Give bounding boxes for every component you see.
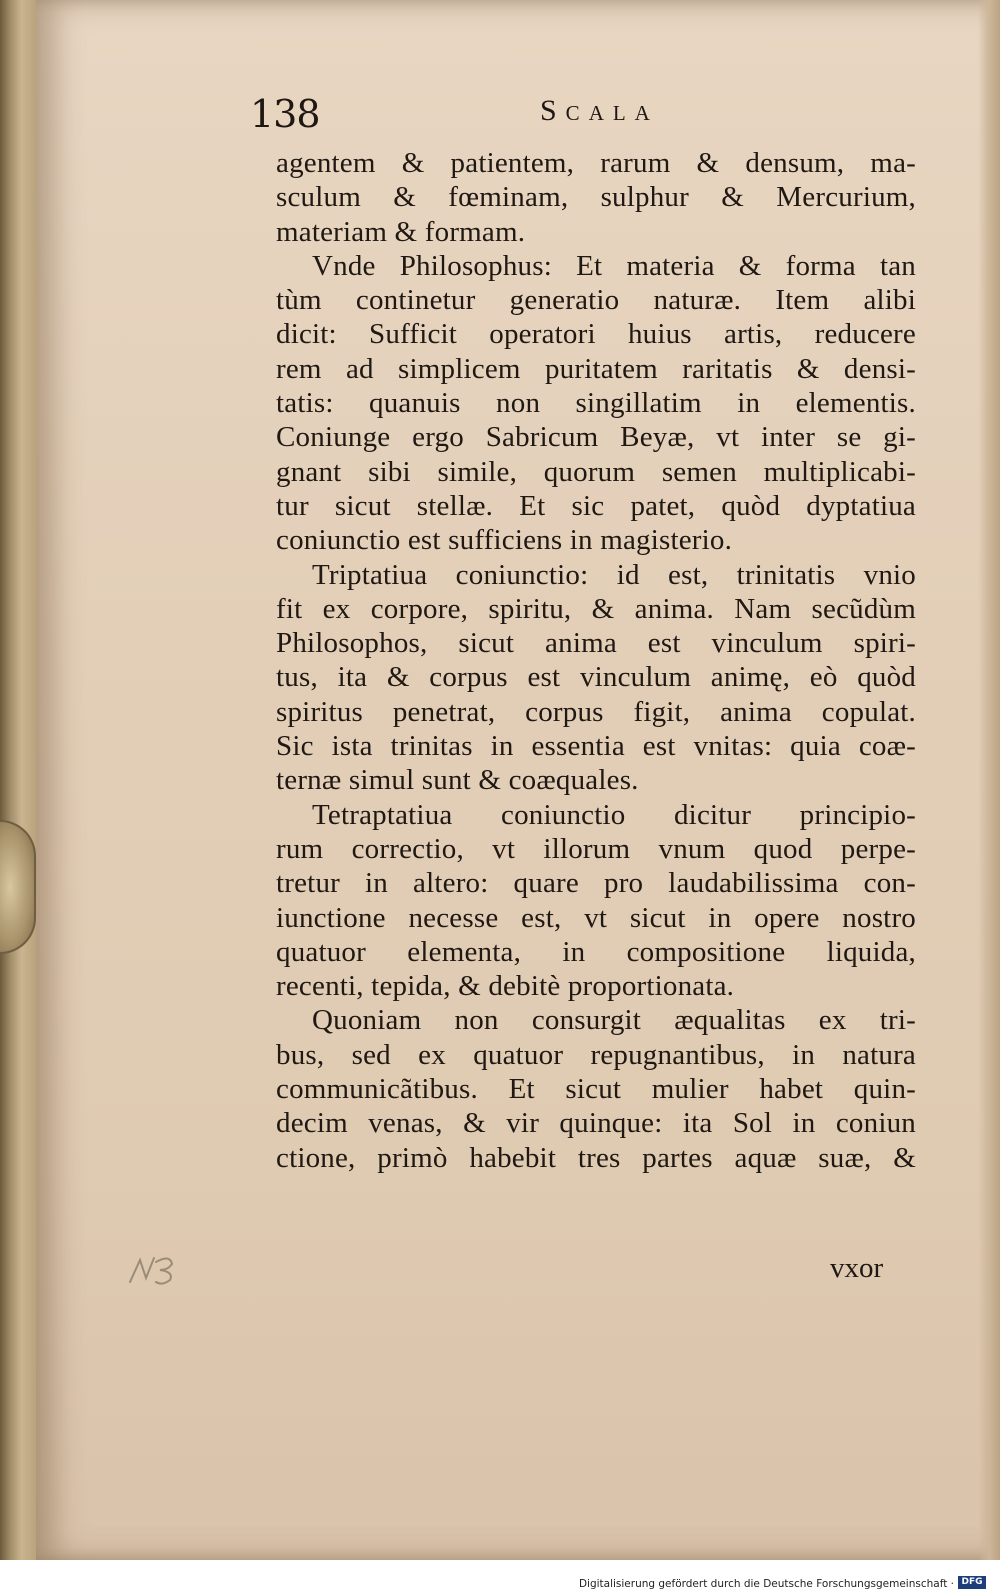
text-line: Philosophos, sicut anima est vinculum spiri- [276, 627, 916, 660]
text-line: rum correctio, vt illorum vnum quod perpe- [276, 832, 916, 865]
pencil-annotation-mark [126, 1248, 186, 1288]
text-line: rem ad simplicem puritatem raritatis & densi- [276, 352, 916, 385]
page-right-edge [978, 0, 1000, 1560]
page-number: 138 [250, 92, 320, 136]
dfg-logo: DFG [958, 1576, 986, 1589]
text-line: tus, ita & corpus est vinculum animę, eò quòd [276, 661, 916, 694]
text-line: ctione, primò habebit tres partes aquæ suæ, & [276, 1141, 916, 1174]
text-line: gnant sibi simile, quorum semen multiplicabi- [276, 455, 916, 488]
text-line: agentem & patientem, rarum & densum, ma- [276, 147, 916, 179]
text-line: tatis: quanuis non singillatim in elementis. [276, 387, 916, 420]
text-line: Triptatiua coniunctio: id est, trinitatis vnio [312, 558, 916, 591]
text-line: bus, sed ex quatuor repugnantibus, in natura [276, 1038, 916, 1071]
catchword: vxor [830, 1252, 884, 1284]
body-text [276, 146, 916, 1175]
text-line: Sic ista trinitas in essentia est vnitas: quia coæ- [276, 730, 916, 763]
text-line: dicit: Sufficit operatori huius artis, reducere [276, 318, 916, 351]
text-line: Vnde Philosophus: Et materia & forma tan [312, 249, 916, 282]
book-clasp [0, 820, 36, 954]
text-line: Quoniam non consurgit æqualitas ex tri- [312, 1004, 916, 1037]
text-line: coniunctio est sufficiens in magisterio. [276, 524, 733, 557]
text-line: Tetraptatiua coniunctio dicitur principio- [312, 798, 916, 831]
text-line: communicãtibus. Et sicut mulier habet quin- [276, 1073, 916, 1106]
text-line: tretur in altero: quare pro laudabilissima con- [276, 867, 916, 900]
book-spine-edge [0, 0, 36, 1560]
text-line: materiam & formam. [276, 215, 526, 248]
text-line: fit ex corpore, spiritu, & anima. Nam secũdùm [276, 592, 916, 625]
text-line: spiritus penetrat, corpus figit, anima copulat. [276, 695, 916, 728]
text-line: Coniunge ergo Sabricum Beyæ, vt inter se gi- [276, 421, 916, 454]
funding-credit: Digitalisierung gefördert durch die Deutsche Forschungsgemeinschaft · [578, 1578, 954, 1590]
text-line: quatuor elementa, in compositione liquida, [276, 935, 916, 968]
page-header [250, 92, 700, 142]
text-line: decim venas, & vir quinque: ita Sol in coniun [276, 1107, 916, 1140]
text-line: tùm continetur generatio naturæ. Item alibi [276, 284, 916, 317]
running-head: Scala [540, 94, 659, 127]
text-line: recenti, tepida, & debitè proportionata. [276, 970, 735, 1003]
text-line: sculum & fœminam, sulphur & Mercurium, [276, 181, 916, 214]
text-line: tur sicut stellæ. Et sic patet, quòd dyptatiua [276, 489, 916, 522]
text-line: iunctione necesse est, vt sicut in opere nostro [276, 901, 916, 934]
text-line: ternæ simul sunt & coæquales. [276, 764, 639, 797]
